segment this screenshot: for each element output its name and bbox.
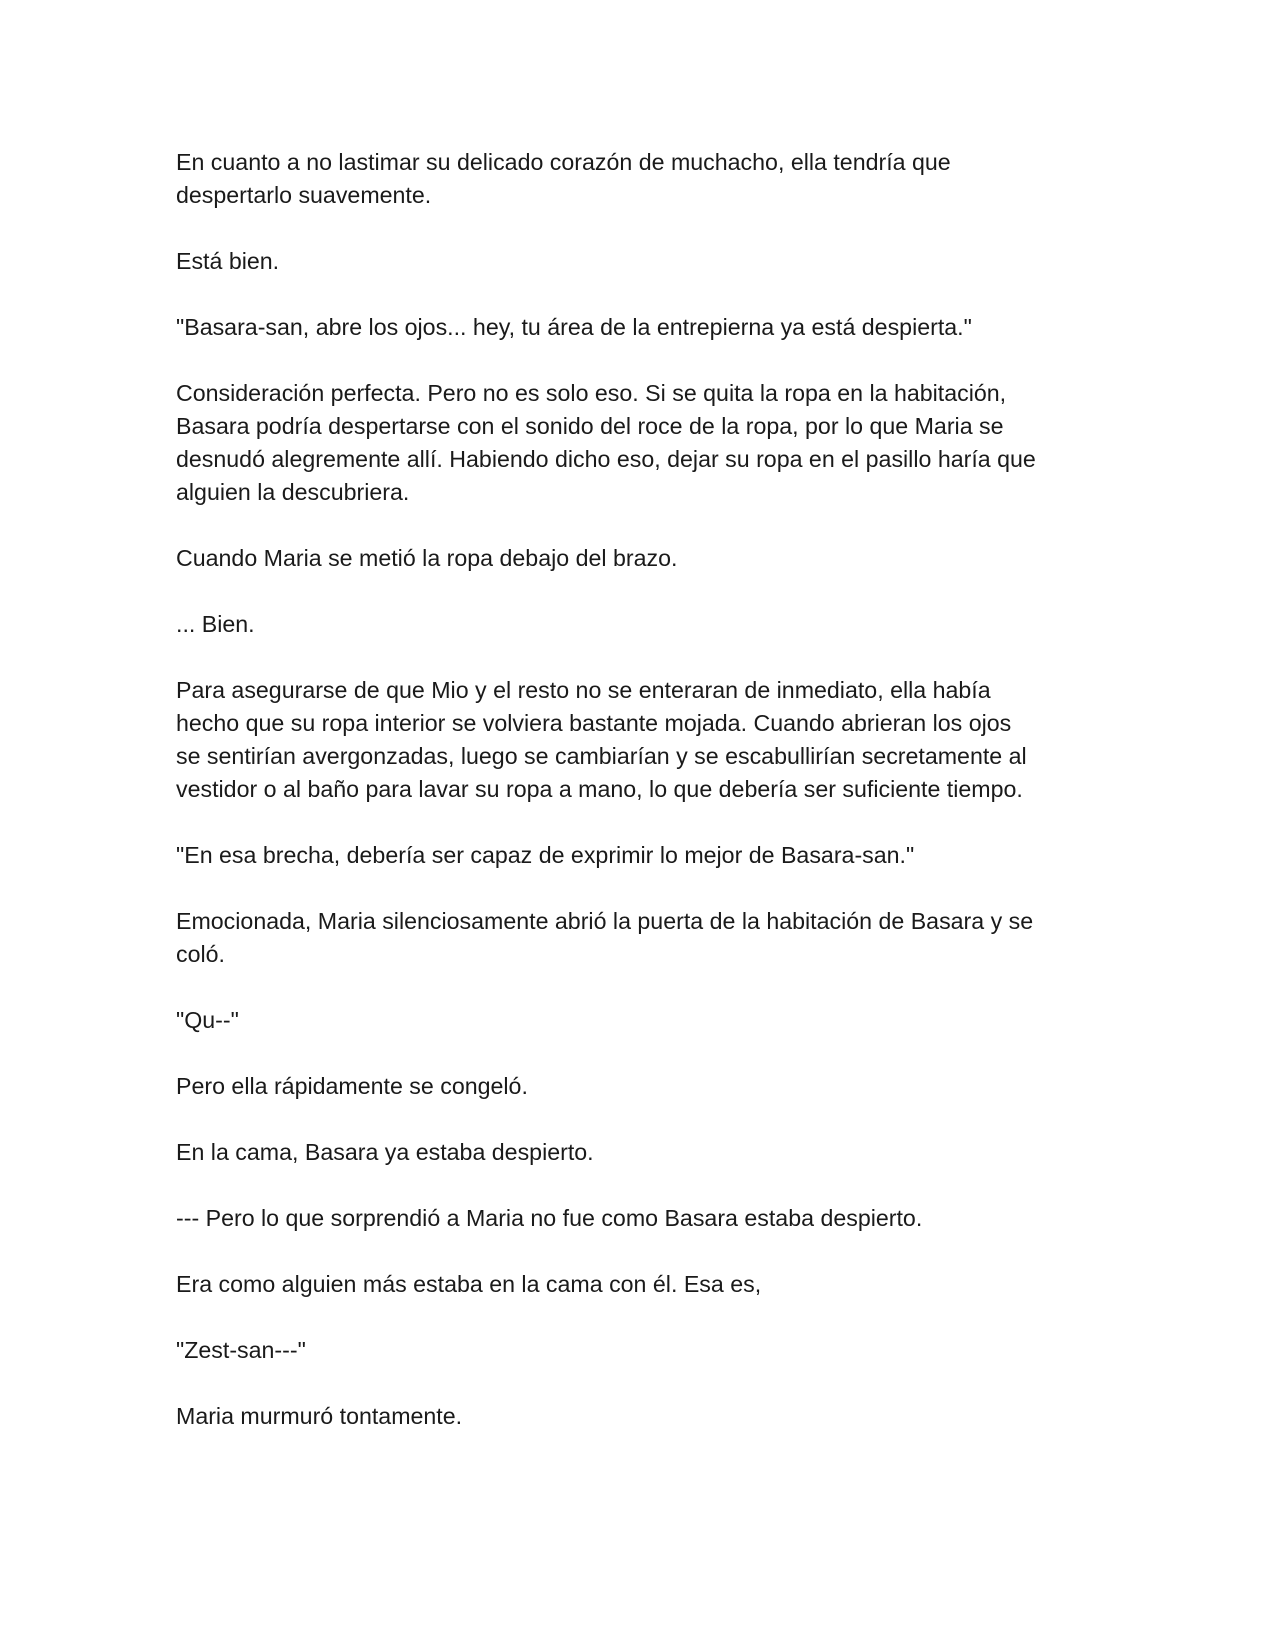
paragraph (176, 905, 1096, 971)
paragraph (176, 1136, 1096, 1169)
text-line: coló. (176, 941, 225, 967)
text-line: Cuando Maria se metió la ropa debajo del brazo. (176, 545, 678, 571)
text-line: desnudó alegremente allí. Habiendo dicho eso, dejar su ropa en el pasillo haría que (176, 446, 1036, 472)
paragraph (176, 1400, 1096, 1433)
text-line: Emocionada, Maria silenciosamente abrió la puerta de la habitación de Basara y se (176, 908, 1034, 934)
paragraph (176, 542, 1096, 575)
text-line: se sentirían avergonzadas, luego se cambiarían y se escabullirían secretamente al (176, 743, 1027, 769)
text-line: En cuanto a no lastimar su delicado corazón de muchacho, ella tendría que (176, 149, 951, 175)
paragraph (176, 1334, 1096, 1367)
text-line: Pero ella rápidamente se congeló. (176, 1073, 528, 1099)
text-line: Para asegurarse de que Mio y el resto no se enteraran de inmediato, ella había (176, 677, 991, 703)
paragraph (176, 1004, 1096, 1037)
paragraph (176, 674, 1096, 806)
paragraph (176, 1268, 1096, 1301)
paragraph (176, 311, 1096, 344)
text-line: ... Bien. (176, 611, 255, 637)
text-line: alguien la descubriera. (176, 479, 410, 505)
text-line: hecho que su ropa interior se volviera bastante mojada. Cuando abrieran los ojos (176, 710, 1012, 736)
text-line: Basara podría despertarse con el sonido del roce de la ropa, por lo que Maria se (176, 413, 1004, 439)
text-line: "Basara-san, abre los ojos... hey, tu área de la entrepierna ya está despierta." (176, 314, 972, 340)
text-line: Consideración perfecta. Pero no es solo eso. Si se quita la ropa en la habitación, (176, 380, 1007, 406)
paragraph (176, 839, 1096, 872)
paragraph (176, 1070, 1096, 1103)
paragraph (176, 377, 1096, 509)
text-line: despertarlo suavemente. (176, 182, 432, 208)
paragraph (176, 245, 1096, 278)
text-line: Maria murmuró tontamente. (176, 1403, 463, 1429)
document-body (176, 146, 1096, 1466)
text-line: "En esa brecha, debería ser capaz de exprimir lo mejor de Basara-san." (176, 842, 915, 868)
text-line: "Zest-san---" (176, 1337, 306, 1363)
paragraph (176, 608, 1096, 641)
text-line: Está bien. (176, 248, 280, 274)
text-line: vestidor o al baño para lavar su ropa a mano, lo que debería ser suficiente tiempo. (176, 776, 1023, 802)
paragraph (176, 146, 1096, 212)
text-line: "Qu--" (176, 1007, 239, 1033)
text-line: Era como alguien más estaba en la cama con él. Esa es, (176, 1271, 762, 1297)
text-line: En la cama, Basara ya estaba despierto. (176, 1139, 594, 1165)
paragraph (176, 1202, 1096, 1235)
text-line: --- Pero lo que sorprendió a Maria no fue como Basara estaba despierto. (176, 1205, 923, 1231)
